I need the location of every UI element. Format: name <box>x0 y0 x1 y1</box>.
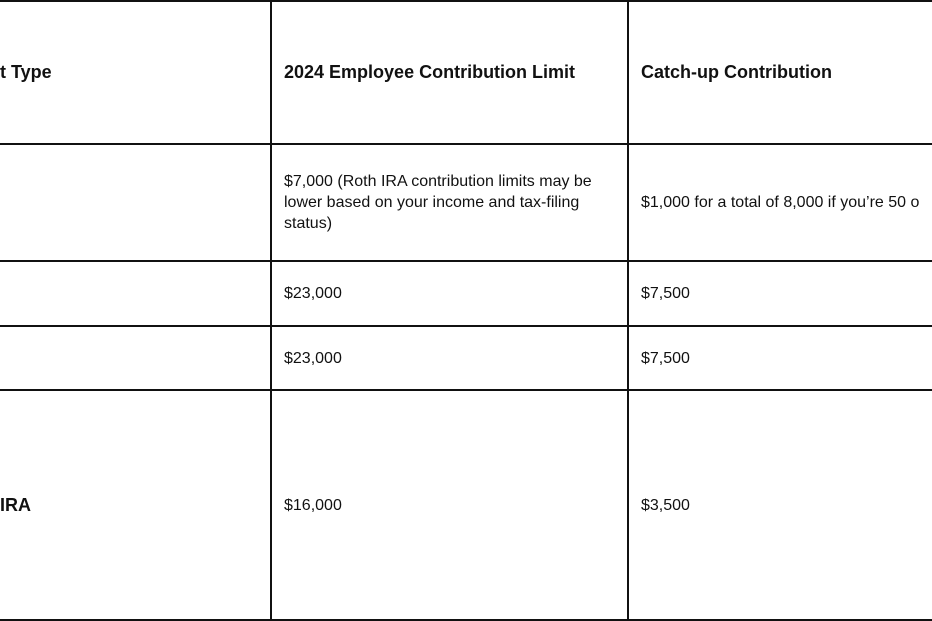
table-row-1-catchup <box>629 145 932 260</box>
table-row-2-catchup <box>629 262 932 325</box>
header-catch-up <box>629 2 932 143</box>
row-4-catchup-text: $3,500 <box>641 496 690 514</box>
header-contribution-limit-label: 2024 Employee Contribution Limit <box>284 62 576 82</box>
row-4-type-text: IRA <box>0 494 31 515</box>
row-1-catchup-text: $1,000 for a total of 8,000 if you’re 50 o <box>641 194 920 211</box>
table-row-4-catchup <box>629 391 932 619</box>
table-row-2-limit <box>272 262 627 325</box>
header-account-type-label: t Type <box>0 62 52 82</box>
row-4-limit-text: $16,000 <box>284 496 342 514</box>
row-2-limit-text: $23,000 <box>284 285 342 302</box>
table-row-3-catchup <box>629 327 932 389</box>
table-row-1-type <box>0 145 270 260</box>
table-row-1-limit <box>272 145 627 260</box>
row-1-limit-text: $7,000 (Roth IRA contribution limits may be lower based on your income and tax-filing status) <box>284 173 592 232</box>
row-3-limit-text: $23,000 <box>284 349 342 367</box>
table-row-4-limit <box>272 391 627 619</box>
table-row-3-type <box>0 327 270 389</box>
header-account-type <box>0 2 270 143</box>
table-row-4-type <box>0 391 270 619</box>
header-contribution-limit <box>272 2 627 143</box>
row-2-catchup-text: $7,500 <box>641 285 690 302</box>
table-row-3-limit <box>272 327 627 389</box>
header-catch-up-label: Catch-up Contribution <box>641 62 832 82</box>
table-row-2-type <box>0 262 270 325</box>
row-3-catchup-text: $7,500 <box>641 349 690 367</box>
